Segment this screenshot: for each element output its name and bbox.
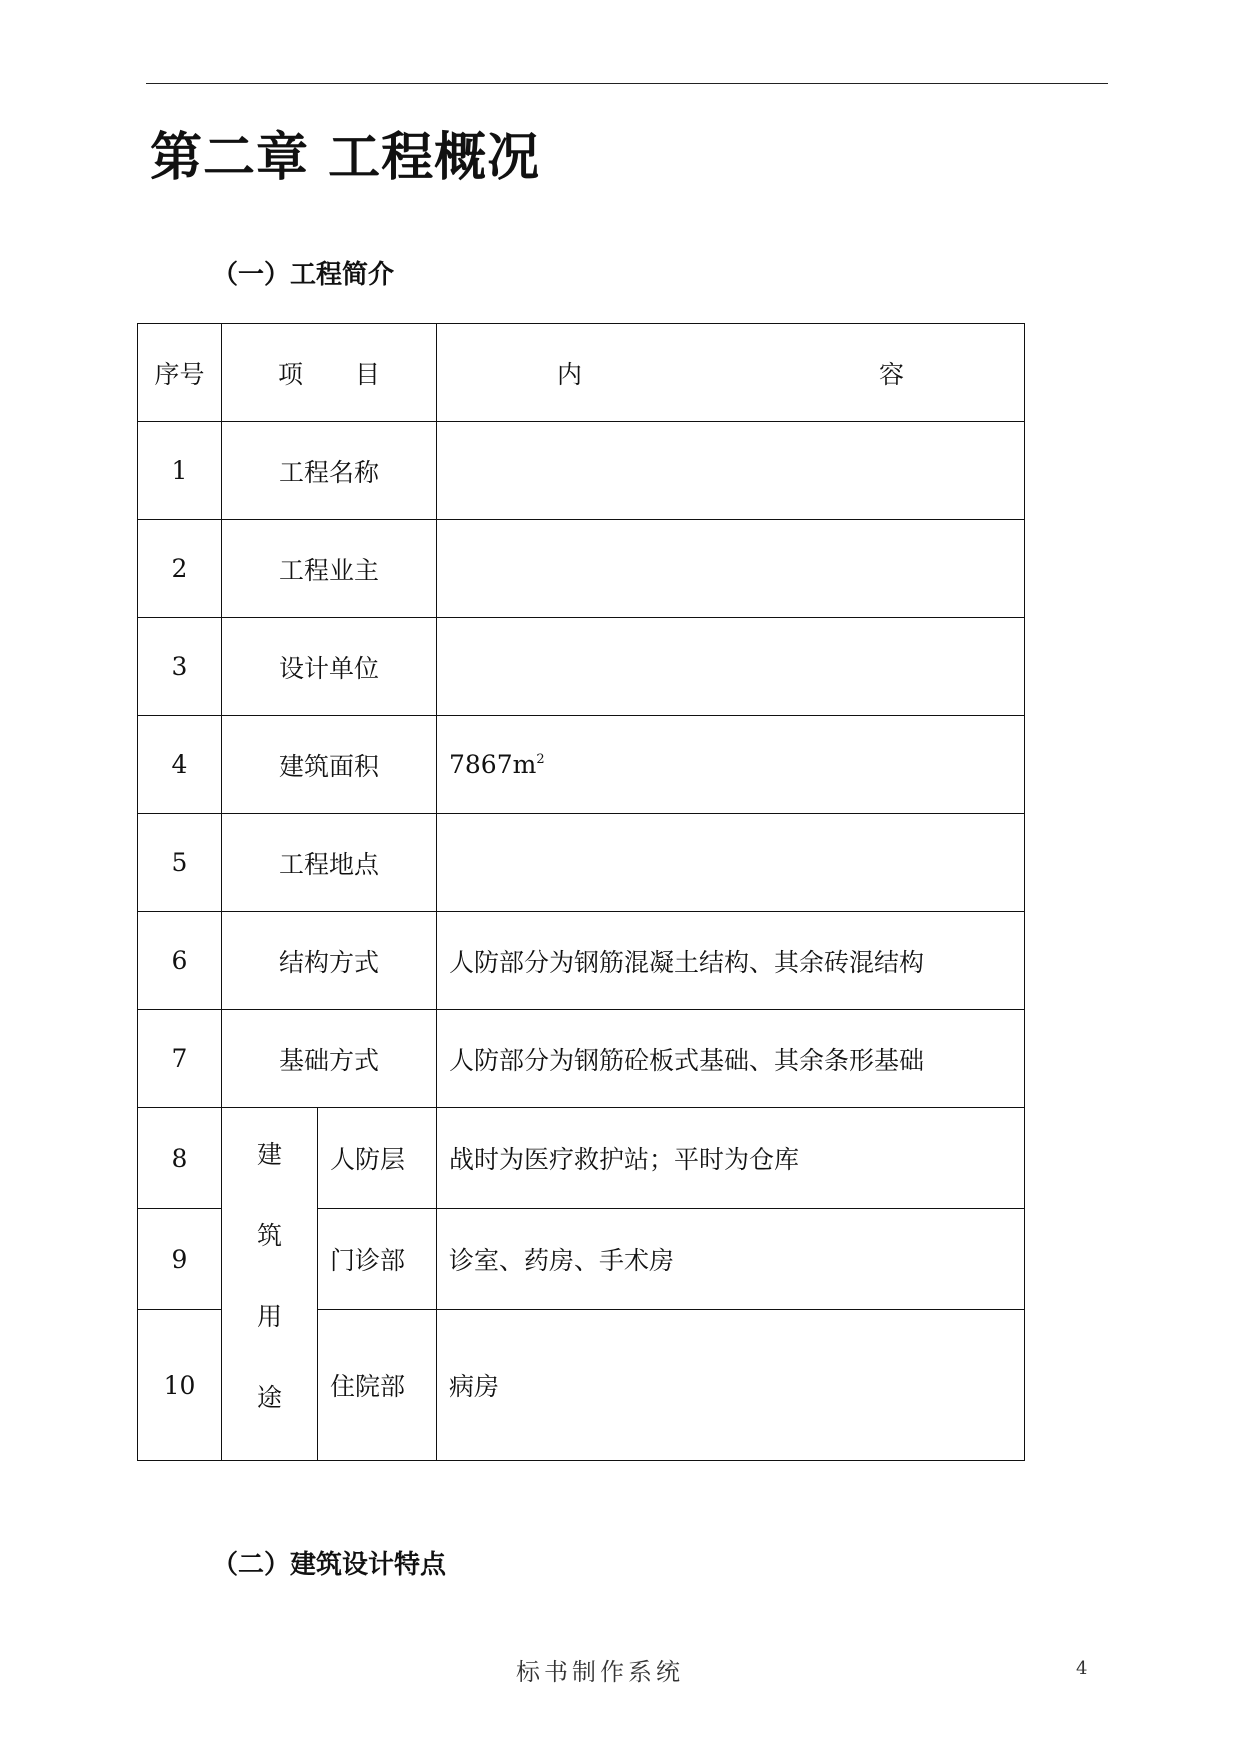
project-overview-table xyxy=(137,323,1025,1461)
row-number: 10 xyxy=(138,1310,222,1461)
row-number: 1 xyxy=(138,422,222,520)
header-no: 序号 xyxy=(138,324,222,422)
table-row xyxy=(138,814,1025,912)
row-number: 8 xyxy=(138,1108,222,1209)
header-item-char-1: 项 xyxy=(277,359,303,389)
row-subitem: 住院部 xyxy=(318,1310,437,1461)
row-subitem: 门诊部 xyxy=(318,1209,437,1310)
row-number: 3 xyxy=(138,618,222,716)
row-item: 工程地点 xyxy=(222,814,437,912)
row-number: 6 xyxy=(138,912,222,1010)
row-content-area xyxy=(437,716,1025,814)
table-row xyxy=(138,912,1025,1010)
row-content xyxy=(437,422,1025,520)
row-content: 诊室、药房、手术房 xyxy=(437,1209,1025,1310)
row-number: 9 xyxy=(138,1209,222,1310)
usage-category-char: 建 xyxy=(256,1140,282,1169)
row-item: 工程名称 xyxy=(222,422,437,520)
chapter-title: 第二章 工程概况 xyxy=(150,128,541,188)
usage-category-label xyxy=(222,1108,318,1461)
row-content: 病房 xyxy=(437,1310,1025,1461)
area-unit-superscript: 2 xyxy=(536,752,545,767)
header-item xyxy=(222,324,437,422)
page-number: 4 xyxy=(1076,1658,1088,1679)
row-number: 7 xyxy=(138,1010,222,1108)
row-content xyxy=(437,520,1025,618)
footer-text: 标书制作系统 xyxy=(516,1658,684,1686)
row-item: 建筑面积 xyxy=(222,716,437,814)
table-row xyxy=(138,422,1025,520)
section-heading-design: （二）建筑设计特点 xyxy=(212,1550,447,1580)
row-item: 设计单位 xyxy=(222,618,437,716)
area-value: 7867m xyxy=(449,750,537,779)
header-content xyxy=(437,324,1025,422)
usage-category-char: 筑 xyxy=(256,1221,282,1250)
header-item-char-2: 目 xyxy=(355,359,381,389)
table-row xyxy=(138,520,1025,618)
header-content-char-2: 容 xyxy=(879,359,905,389)
row-number: 5 xyxy=(138,814,222,912)
row-content: 人防部分为钢筋砼板式基础、其余条形基础 xyxy=(437,1010,1025,1108)
table-row xyxy=(138,1108,1025,1209)
row-item: 结构方式 xyxy=(222,912,437,1010)
table-row xyxy=(138,618,1025,716)
row-number: 4 xyxy=(138,716,222,814)
row-content xyxy=(437,618,1025,716)
usage-category-char: 用 xyxy=(256,1302,282,1331)
header-content-char-1: 内 xyxy=(557,359,583,389)
header-rule xyxy=(146,83,1108,84)
row-content: 人防部分为钢筋混凝土结构、其余砖混结构 xyxy=(437,912,1025,1010)
usage-category-char: 途 xyxy=(256,1383,282,1412)
row-content xyxy=(437,814,1025,912)
row-number: 2 xyxy=(138,520,222,618)
section-heading-intro: （一）工程简介 xyxy=(212,260,395,290)
row-item: 工程业主 xyxy=(222,520,437,618)
table-row xyxy=(138,716,1025,814)
table-header-row xyxy=(138,324,1025,422)
row-subitem: 人防层 xyxy=(318,1108,437,1209)
row-content: 战时为医疗救护站；平时为仓库 xyxy=(437,1108,1025,1209)
table-row xyxy=(138,1010,1025,1108)
row-item: 基础方式 xyxy=(222,1010,437,1108)
